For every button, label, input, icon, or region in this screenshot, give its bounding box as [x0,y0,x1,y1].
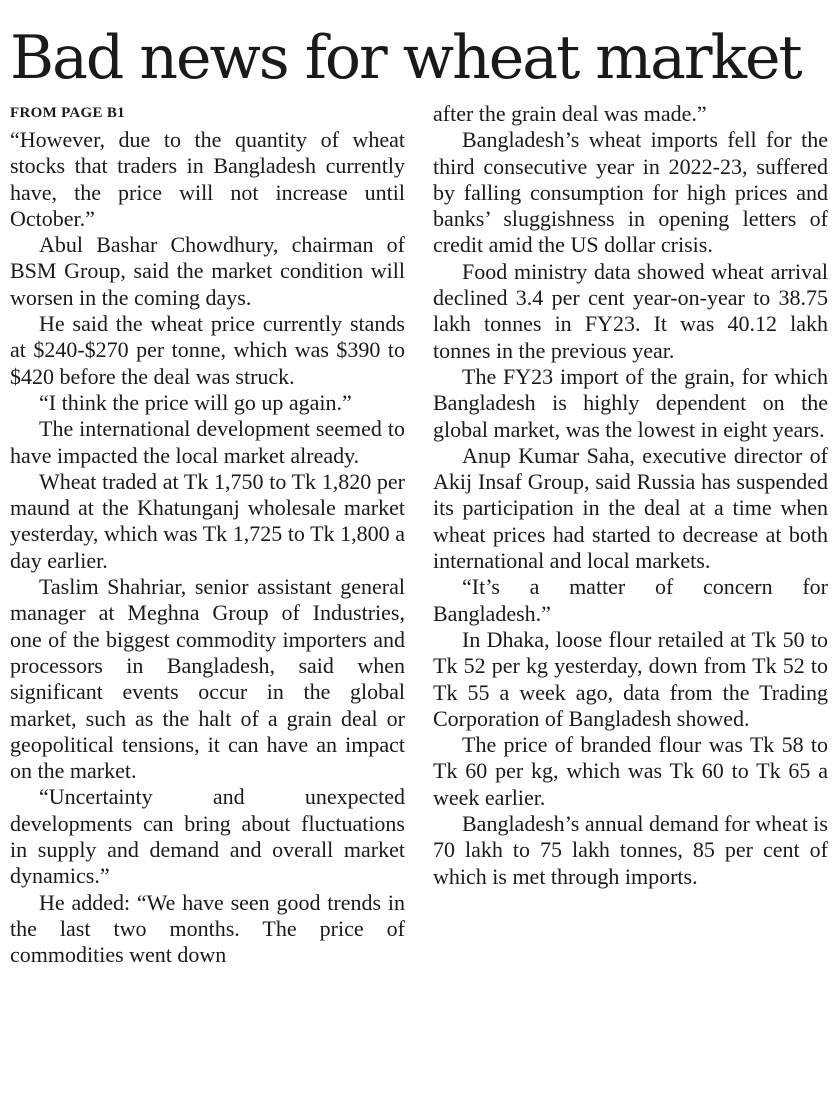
paragraph: Anup Kumar Saha, executive director of Akij Insaf Group, said Russia has suspended its participation in the deal at a time when wheat prices had started to decrease at both international and local markets. [433,442,828,574]
paragraph: Taslim Shahriar, senior assistant general manager at Meghna Group of Industries, one of the biggest commodity importers and processors in Bangladesh, said when significant events occur in the global market, such as the halt of a grain deal or geopolitical tensions, it can have an impact on the market. [10,574,405,784]
paragraph: The price of branded flour was Tk 58 to Tk 60 per kg, which was Tk 60 to Tk 65 a week earlier. [433,732,828,810]
paragraph: Bangladesh’s wheat imports fell for the third consecutive year in 2022-23, suffered by falling consumption for high prices and banks’ sluggishness in opening letters of credit amid the US dollar crisis. [433,127,828,258]
article-column-right [433,101,828,890]
paragraph: In Dhaka, loose flour retailed at Tk 50 to Tk 52 per kg yesterday, down from Tk 52 to Tk 55 a week ago, data from the Trading Corporation of Bangladesh showed. [433,626,828,731]
paragraph: He added: “We have seen good trends in the last two months. The price of commodities went down [10,889,405,968]
paragraph: Wheat traded at Tk 1,750 to Tk 1,820 per maund at the Khatunganj wholesale market yesterday, which was Tk 1,725 to Tk 1,800 a day earlier. [10,468,405,573]
paragraph-continuation: after the grain deal was made.” [433,101,707,126]
paragraph: The international development seemed to have impacted the local market already. [10,416,405,468]
paragraph: The FY23 import of the grain, for which Bangladesh is highly dependent on the global market, was the lowest in eight years. [433,363,828,442]
paragraph: “Uncertainty and unexpected developments can bring about fluctuations in supply and demand and overall market dynamics.” [10,784,405,889]
paragraph: Food ministry data showed wheat arrival declined 3.4 per cent year-on-year to 38.75 lakh tonnes in FY23. It was 40.12 lakh tonnes in the previous year. [433,258,828,363]
headline: Bad news for wheat market [10,23,801,93]
paragraph: “However, due to the quantity of wheat stocks that traders in Bangladesh currently have, the price will not increase until October.” [10,127,405,231]
paragraph: Bangladesh’s annual demand for wheat is 70 lakh to 75 lakh tonnes, 85 per cent of which is met through imports. [433,811,828,889]
paragraph: “It’s a matter of concern for Bangladesh.” [433,574,828,626]
article-column-left [10,101,405,969]
paragraph: He said the wheat price currently stands at $240-$270 per tonne, which was $390 to $420 before the deal was struck. [10,311,405,389]
paragraph: “I think the price will go up again.” [39,389,352,415]
jump-label: FROM PAGE B1 [10,105,125,121]
paragraph: Abul Bashar Chowdhury, chairman of BSM Group, said the market condition will worsen in the coming days. [10,232,405,310]
